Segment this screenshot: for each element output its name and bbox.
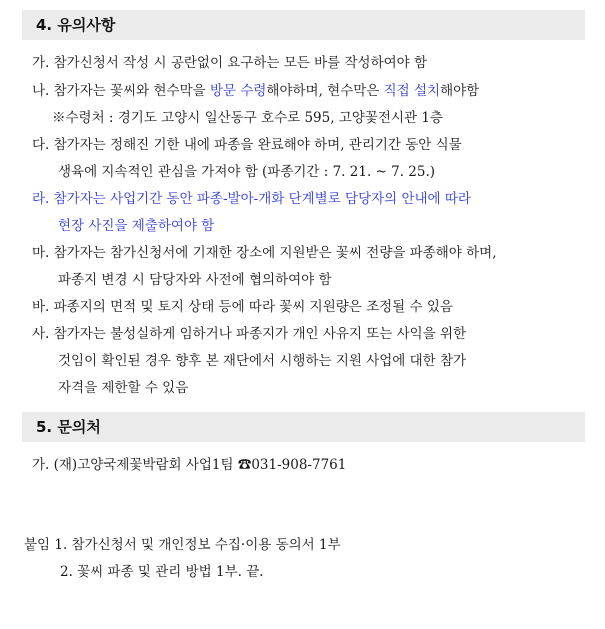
item-da-line1: 다. 참가자는 정해진 기한 내에 파종을 완료해야 하며, 관리기간 동안 식물 bbox=[32, 137, 462, 153]
section-5-header bbox=[22, 412, 585, 442]
section-4-title: 4. 유의사항 bbox=[36, 16, 116, 34]
item-na-part1: 나. 참가자는 꽃씨와 현수막을 bbox=[32, 83, 210, 99]
item-sa-line3: 자격을 제한할 수 있음 bbox=[58, 380, 189, 396]
contact-line: 가. (재)고양국제꽃박람회 사업1팀 ☎031-908-7761 bbox=[32, 457, 347, 473]
item-na bbox=[32, 82, 479, 100]
item-sa-line1: 사. 참가자는 불성실하게 임하거나 파종지가 개인 사유지 또는 사익을 위한 bbox=[32, 326, 467, 342]
item-da-line2: 생육에 지속적인 관심을 가져야 함 (파종기간 : 7. 21. ~ 7. 25.) bbox=[58, 164, 436, 180]
attachment-line-2: 2. 꽃씨 파종 및 관리 방법 1부. 끝. bbox=[60, 564, 264, 580]
item-sa-line2: 것임이 확인된 경우 향후 본 재단에서 시행하는 지원 사업에 대한 참가 bbox=[58, 353, 467, 369]
item-ma-line2: 파종지 변경 시 담당자와 사전에 협의하여야 함 bbox=[58, 272, 332, 288]
item-na-visit-pickup: 방문 수령 bbox=[209, 83, 267, 99]
section-4-header bbox=[22, 10, 585, 40]
item-ma-line1: 마. 참가자는 참가신청서에 기재한 장소에 지원받은 꽃씨 전량을 파종해야 하며, bbox=[32, 245, 497, 261]
attachment-line-1: 붙임 1. 참가신청서 및 개인정보 수집·이용 동의서 1부 bbox=[24, 537, 341, 553]
item-na-direct-install: 직접 설치 bbox=[383, 83, 441, 99]
item-ga: 가. 참가신청서 작성 시 공란없이 요구하는 모든 바를 작성하여야 함 bbox=[32, 55, 428, 71]
item-ba: 바. 파종지의 면적 및 토지 상태 등에 따라 꽃씨 지원량은 조정될 수 있음 bbox=[32, 299, 453, 315]
item-ra-line2: 현장 사진을 제출하여야 함 bbox=[58, 218, 215, 234]
item-ra-line1: 라. 참가자는 사업기간 동안 파종-발아-개화 단계별로 담당자의 안내에 따라 bbox=[32, 191, 471, 207]
item-na-part2: 해야하며, 현수막은 bbox=[266, 83, 384, 99]
section-5-title: 5. 문의처 bbox=[36, 418, 101, 436]
item-na-part3: 해야함 bbox=[440, 83, 480, 99]
item-na-note: ※수령처 : 경기도 고양시 일산동구 호수로 595, 고양꽃전시관 1층 bbox=[52, 110, 443, 126]
